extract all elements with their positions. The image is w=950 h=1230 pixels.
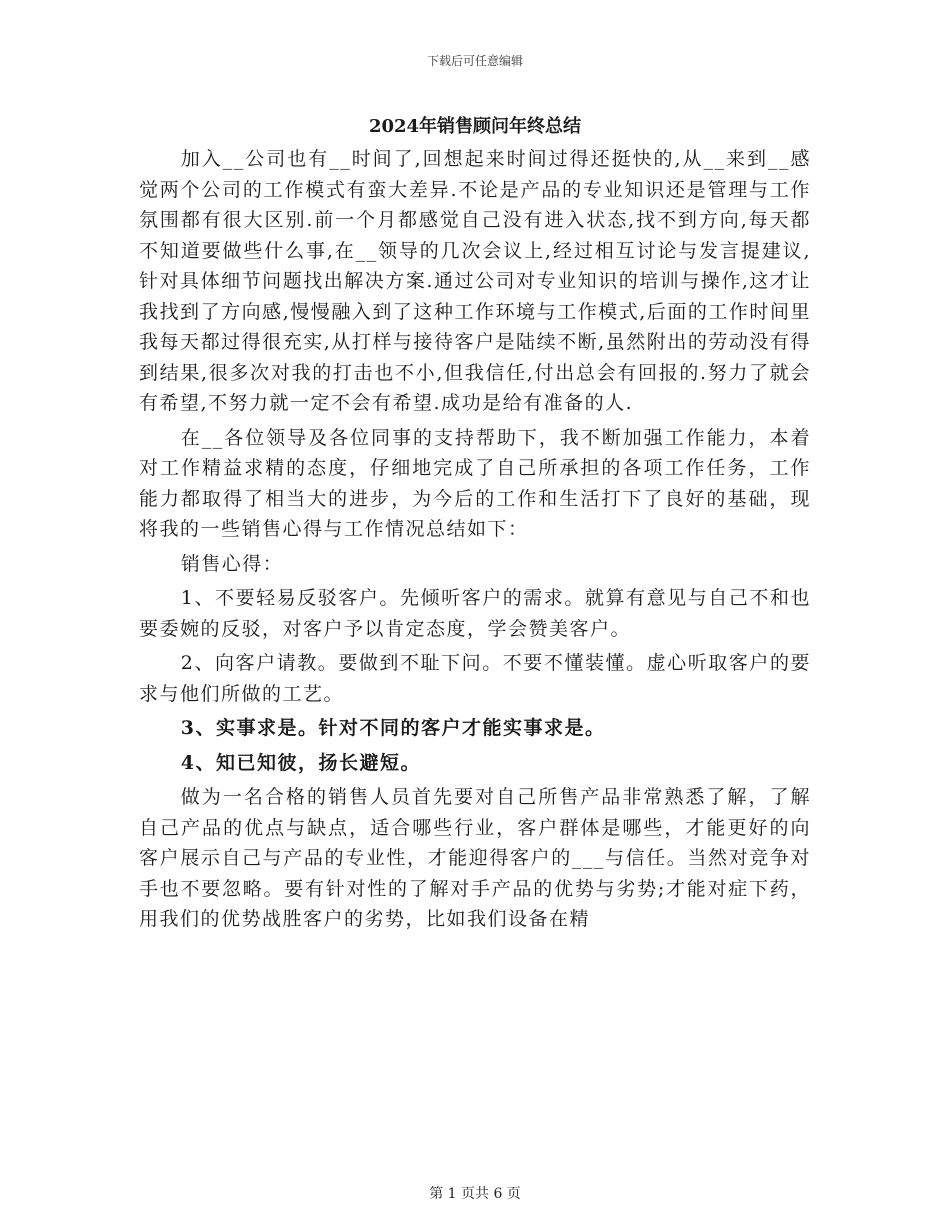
document-title: 2024年销售顾问年终总结 xyxy=(368,116,582,137)
document-body xyxy=(139,112,811,935)
paragraph-product-knowledge: 做为一名合格的销售人员首先要对自己所售产品非常熟悉了解，了解自己产品的优点与缺点，适合哪些行业，客户群体是哪些，才能更好的向客户展示自己与产品的专业性，才能迎得客户的___与信任。当然对竞争对手也不要忽略。要有针对性的了解对手产品的优势与劣势;才能对症下药，用我们的优势战胜客户的劣势，比如我们设备在精 xyxy=(139,786,811,930)
list-item-3: 3、实事求是。针对不同的客户才能实事求是。 xyxy=(180,717,606,739)
page-header-note: 下载后可任意编辑 xyxy=(426,54,523,68)
list-item-1: 1、不要轻易反驳客户。先倾听客户的需求。就算有意见与自己不和也要委婉的反驳，对客户予以肯定态度，学会赞美客户。 xyxy=(139,587,811,640)
page-number: 第 1 页共 6 页 xyxy=(429,1186,521,1202)
paragraph-summary: 在__各位领导及各位同事的支持帮助下，我不断加强工作能力，本着对工作精益求精的态度，仔细地完成了自己所承担的各项工作任务，工作能力都取得了相当大的进步，为今后的工作和生活打下了良好的基础，现将我的一些销售心得与工作情况总结如下： xyxy=(139,426,811,540)
section-heading-sales-insights: 销售心得： xyxy=(180,552,284,575)
list-item-4: 4、知已知彼，扬长避短。 xyxy=(180,751,422,774)
paragraph-intro: 加入__公司也有__时间了,回想起来时间过得还挺快的,从__来到__感觉两个公司的工作模式有蛮大差异.不论是产品的专业知识还是管理与工作氛围都有很大区别.前一个月都感觉自己没有进入状态,找不到方向,每天都不知道要做些什么事,在__领导的几次会议上,经过相互讨论与发言提建议,针对具体细节问题找出解决方案.通过公司对专业知识的培训与操作,这才让我找到了方向感,慢慢融入到了这种工作环境与工作模式,后面的工作时间里我每天都过得很充实,从打样与接待客户是陆续不断,虽然附出的劳动没有得到结果,很多次对我的打击也不小,但我信任,付出总会有回报的.努力了就会有希望,不努力就一定不会有希望.成功是给有准备的人. xyxy=(139,148,811,414)
list-item-2: 2、向客户请教。要做到不耻下问。不要不懂装懂。虚心听取客户的要求与他们所做的工艺。 xyxy=(139,652,811,705)
